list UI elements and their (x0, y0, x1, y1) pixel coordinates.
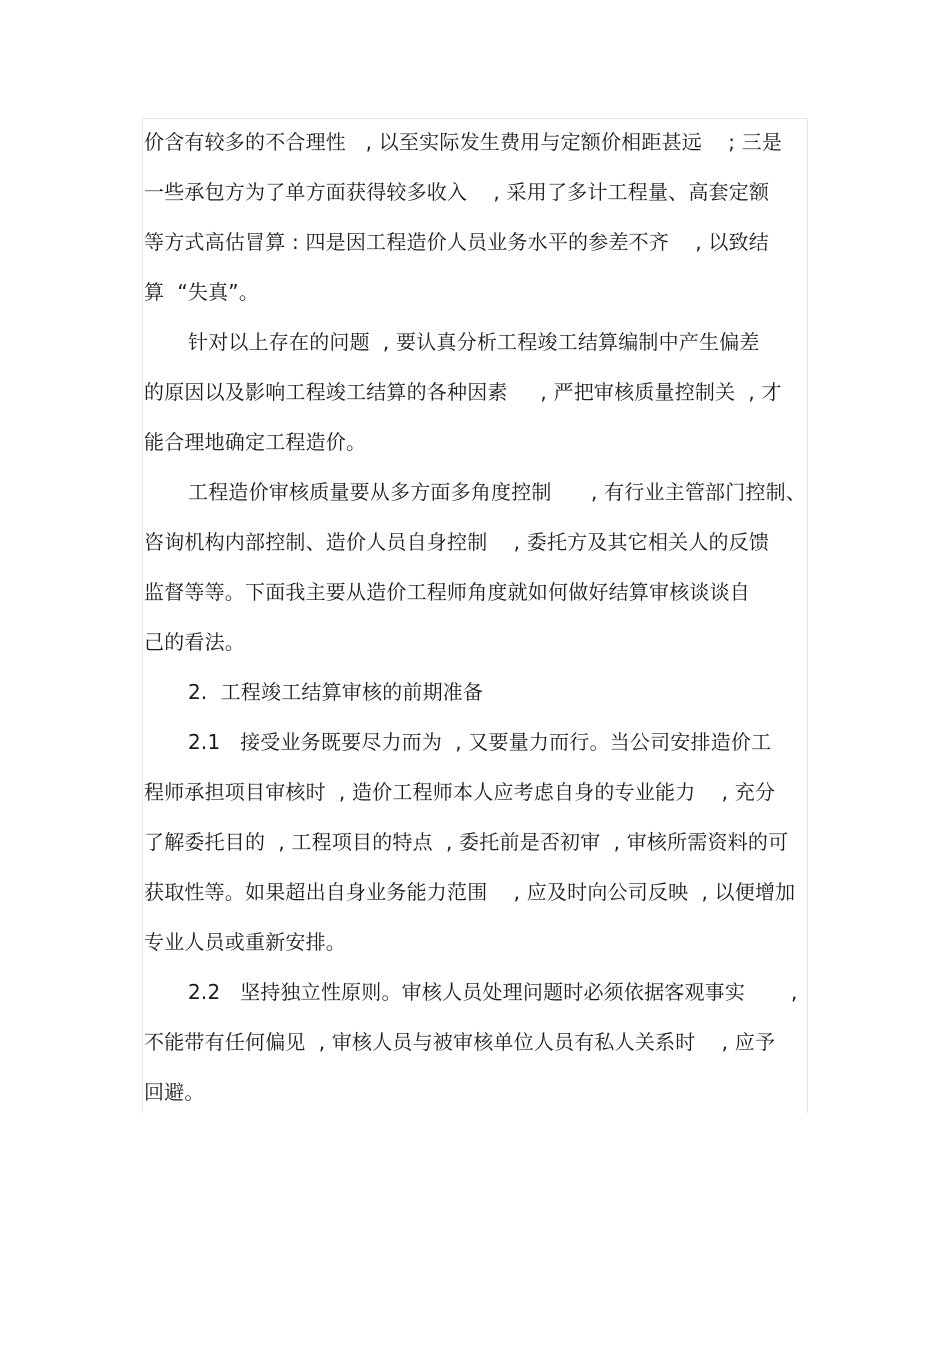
text-line: 获取性等。如果超出自身业务能力范围 , 应及时向公司反映 , 以便增加 (144, 880, 796, 904)
text-line: 算 “失真”。 (144, 280, 260, 304)
text-line: 己的看法。 (144, 630, 245, 654)
text-line: 咨询机构内部控制、造价人员自身控制 , 委托方及其它相关人的反馈 (144, 530, 770, 554)
text-line: 不能带有任何偏见 , 审核人员与被审核单位人员有私人关系时 , 应予 (144, 1030, 776, 1054)
text-line: 专业人员或重新安排。 (144, 930, 346, 954)
subsection-start-line: 2.1 接受业务既要尽力而为 , 又要量力而行。当公司安排造价工 (188, 730, 772, 754)
text-line: 一些承包方为了单方面获得较多收入 , 采用了多计工程量、高套定额 (144, 180, 770, 204)
section-heading: 2. 工程竣工结算审核的前期准备 (188, 680, 484, 704)
text-line: 监督等等。下面我主要从造价工程师角度就如何做好结算审核谈谈自 (144, 580, 750, 604)
paragraph-start-line: 针对以上存在的问题 , 要认真分析工程竣工结算编制中产生偏差 (188, 330, 760, 354)
paragraph-start-line: 工程造价审核质量要从多方面多角度控制 , 有行业主管部门控制、 (188, 480, 807, 504)
text-line: 回避。 (144, 1080, 205, 1104)
text-line: 了解委托目的 , 工程项目的特点 , 委托前是否初审 , 审核所需资料的可 (144, 830, 789, 854)
text-line: 等方式高估冒算 : 四是因工程造价人员业务水平的参差不齐 , 以致结 (144, 230, 769, 254)
text-line: 的原因以及影响工程竣工结算的各种因素 , 严把审核质量控制关 , 才 (144, 380, 782, 404)
subsection-start-line: 2.2 坚持独立性原则。审核人员处理问题时必须依据客观事实 , (188, 980, 798, 1004)
text-line: 价含有较多的不合理性 , 以至实际发生费用与定额价相距甚远 ; 三是 (144, 130, 783, 154)
text-line: 能合理地确定工程造价。 (144, 430, 367, 454)
page-frame (142, 118, 808, 1113)
text-line: 程师承担项目审核时 , 造价工程师本人应考虑自身的专业能力 , 充分 (144, 780, 776, 804)
